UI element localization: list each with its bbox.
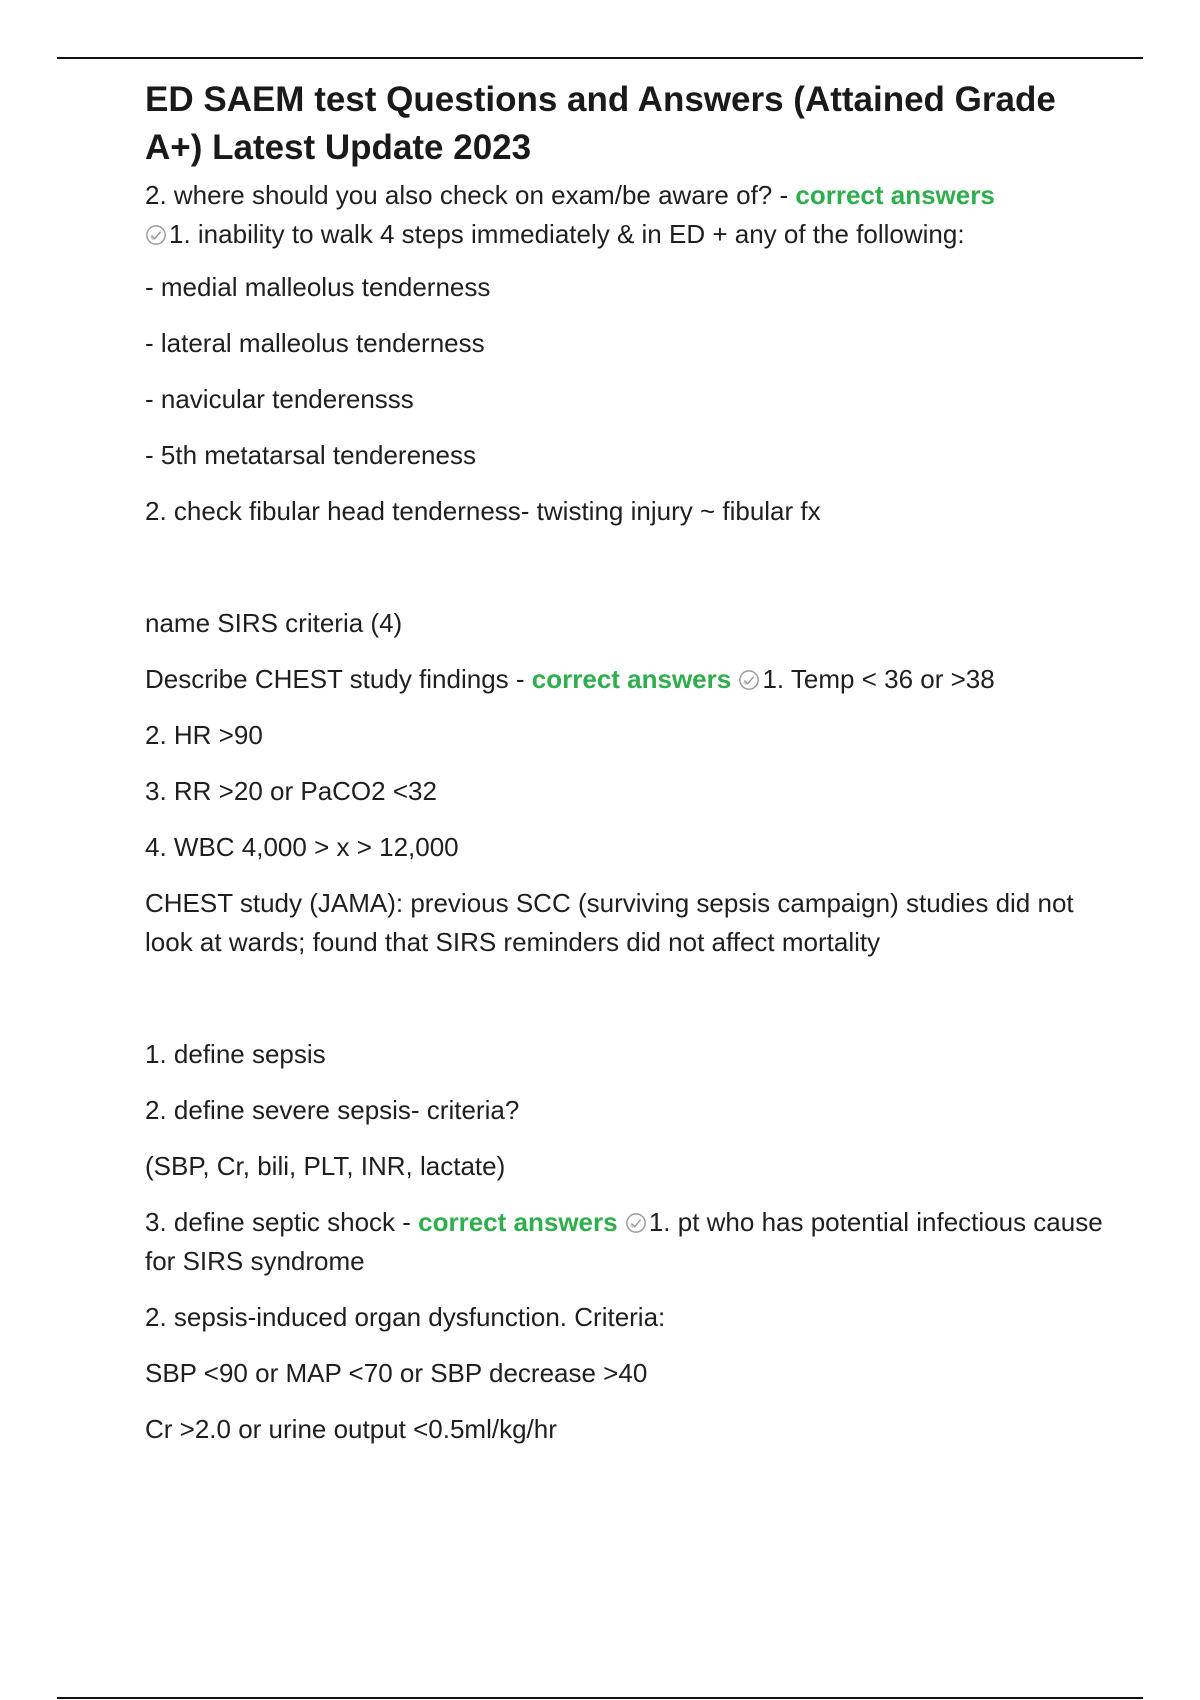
list-item: - medial malleolus tenderness — [145, 272, 491, 302]
answer-text: 1. Temp < 36 or >38 — [762, 664, 995, 694]
list-item: SBP <90 or MAP <70 or SBP decrease >40 — [145, 1358, 648, 1388]
circle-check-icon — [145, 224, 167, 246]
question-text: Describe CHEST study findings - — [145, 664, 532, 694]
list-item: - 5th metatarsal tendereness — [145, 440, 476, 470]
qa-paragraph — [145, 176, 1105, 254]
list-item: CHEST study (JAMA): previous SCC (surviving sepsis campaign) studies did not look at wards; found that SIRS reminders did not affect mortality — [145, 888, 1074, 957]
question-text: 3. define septic shock - — [145, 1207, 419, 1237]
list-item: - lateral malleolus tenderness — [145, 328, 485, 358]
correct-answers-label: correct answers — [795, 180, 995, 210]
question-text: name SIRS criteria (4) — [145, 608, 403, 638]
list-item: Cr >2.0 or urine output <0.5ml/kg/hr — [145, 1414, 557, 1444]
list-item: 1. define sepsis — [145, 1039, 326, 1069]
correct-answers-label: correct answers — [418, 1207, 618, 1237]
list-item: (SBP, Cr, bili, PLT, INR, lactate) — [145, 1151, 506, 1181]
bottom-rule — [57, 1697, 1143, 1699]
qa-paragraph — [145, 1203, 1105, 1281]
answer-text: 1. inability to walk 4 steps immediately & in ED + any of the following: — [169, 219, 965, 249]
circle-check-icon — [738, 669, 760, 691]
list-item: 2. check fibular head tenderness- twisting injury ~ fibular fx — [145, 496, 821, 526]
top-rule — [57, 57, 1143, 59]
question-text: 2. where should you also check on exam/be aware of? - — [145, 180, 796, 210]
qa-paragraph — [145, 660, 1105, 699]
list-item: 2. HR >90 — [145, 720, 263, 750]
list-item: 2. define severe sepsis- criteria? — [145, 1095, 520, 1125]
list-item: - navicular tenderensss — [145, 384, 414, 414]
answer-text: 1. pt who has potential infectious cause for SIRS syndrome — [145, 1207, 1103, 1276]
spacer — [145, 979, 1105, 1035]
list-item: 2. sepsis-induced organ dysfunction. Criteria: — [145, 1302, 666, 1332]
document-title: ED SAEM test Questions and Answers (Attained Grade A+) Latest Update 2023 — [145, 80, 1056, 167]
circle-check-icon — [625, 1212, 647, 1234]
document-body — [145, 76, 1105, 1466]
list-item: 3. RR >20 or PaCO2 <32 — [145, 776, 437, 806]
list-item: 4. WBC 4,000 > x > 12,000 — [145, 832, 459, 862]
correct-answers-label: correct answers — [531, 664, 732, 694]
spacer — [145, 548, 1105, 604]
